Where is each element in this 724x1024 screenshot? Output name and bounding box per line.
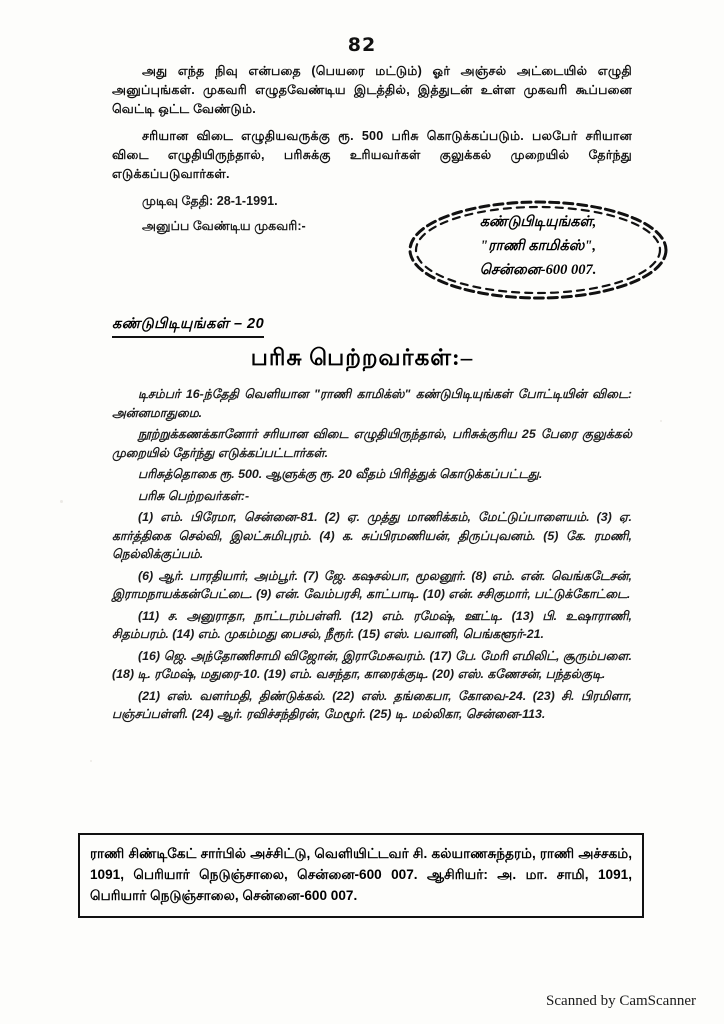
colophon-text: ராணி சிண்டிகேட் சார்பில் அச்சிட்டு, வெளியிட்டவர் சி. கல்யாணசுந்தரம், ராணி அச்சகம், 1091, பெரியார் நெடுஞ்சாலை, சென்னை-600 007. ஆசிரியர்: அ. மா. சாமி, 1091, பெரியார் நெடுஞ்சாலை, சென்னை-600 007. (90, 846, 632, 903)
prize-amount-paragraph: பரிசுத்தொகை ரூ. 500. ஆளுக்கு ரூ. 20 வீதம் பிரித்துக் கொடுக்கப்பட்டது. (138, 467, 543, 481)
contest-heading: கண்டுபிடியுங்கள் – 20 (112, 316, 264, 338)
winners-list-line: (6) ஆர். பாரதியார், அம்பூர். (7) ஜே. கஷசல்பா, மூலனூர். (8) எம். என். வெங்கடேசன், இராமநாயக்கன்பேட்டை. (9) என். வேம்பரசி, காட்பாடி. (10) என். சசிகுமார், பட்டுக்கோட்டை. (112, 568, 632, 601)
winners-list-line: (16) ஜெ. அந்தோணிசாமி விஜோன், இராமேசுவரம். (17) பே. மேரி எமிலிட், சூரும்பளை. (18) டி. ரமேஷ், மதுரை-10. (19) எம். வசந்தா, காரைக்குடி. (20) எஸ். கணேசன், பந்தல்குடி. (112, 648, 632, 681)
paragraph-2: சரியான விடை எழுதியவருக்கு ரூ. 500 பரிசு கொடுக்கப்படும். பலபேர் சரியான விடை எழுதியிருந்தால், பரிசுக்கு உரியவர்கள் குலுக்கல் முறையில் தேர்ந்து எடுக்கப்படுவார்கள். (112, 129, 632, 181)
winners-list-line: (1) எம். பிரேமா, சென்னை-81. (2) ஏ. முத்து மாணிக்கம், மேட்டுப்பாளையம். (3) ஏ. கார்த்திகை செல்வி, இலட்சுமிபுரம். (4) க. சுப்பிரமணியன், திருப்புவனம். (5) கே. ரமணி, நெல்லிக்குப்பம். (112, 510, 632, 561)
stamp-line-2: "ராணி காமிக்ஸ்", (480, 238, 596, 254)
stamp-line-1: கண்டுபிடியுங்கள், (479, 214, 597, 230)
winners-label: பரிசு பெற்றவர்கள்:- (138, 488, 250, 503)
paragraph-1: அது எந்த நிவு என்பதை (பெயரை மட்டும்) ஓர் அஞ்சல் அட்டையில் எழுதி அனுப்புங்கள். முகவரி எழுதவேண்டிய இடத்தில், இத்துடன் உள்ள முகவரி கூப்பனை வெட்டி ஒட்ட வேண்டும். (112, 64, 632, 116)
scan-speckle (660, 420, 662, 422)
winners-title: பரிசு பெற்றவர்கள்:– (250, 345, 474, 370)
stamp-line-3: சென்னை-600 007. (479, 262, 597, 278)
winners-list-line: (21) எஸ். வளர்மதி, திண்டுக்கல். (22) எஸ். தங்கைபா, கோவை-24. (23) சி. பிரமிளா, பஞ்சப்பள்ளி. (24) ஆர். ரவிச்சந்திரன், மேழூர். (25) டி. மல்லிகா, சென்னை-113. (112, 688, 632, 721)
address-line: அனுப்ப வேண்டிய முகவரி:- (142, 219, 306, 233)
intro-paragraph-2: நூற்றுக்கணக்கானோர் சரியான விடை எழுதியிருந்தால், பரிசுக்குரிய 25 பேரை குலுக்கல் முறையில் தேர்ந்து எடுக்கப்பட்டார்கள். (112, 427, 632, 460)
publisher-colophon-box (78, 833, 644, 918)
address-coupon-stamp (404, 196, 672, 304)
scan-speckle (60, 500, 63, 503)
deadline-line: முடிவு தேதி: 28-1-1991. (142, 194, 278, 208)
stamp-text (404, 210, 672, 282)
intro-paragraph-1: டிசம்பர் 16-ந்தேதி வெளியான "ராணி காமிக்ஸ்" கண்டுபிடியுங்கள் போட்டியின் விடை: அன்னமாதுமை. (112, 387, 632, 420)
page-number: 82 (347, 34, 377, 56)
results-body (112, 385, 632, 727)
winners-list-line: (11) ச. அனுராதா, நாட்டரம்பள்ளி. (12) எம். ரமேஷ், ஊட்டி. (13) பி. உஷாராணி, சிதம்பரம். (14) எம். முகம்மது பைசல், நீரூர். (15) எஸ். பவானி, பெங்களூர்-21. (112, 608, 632, 641)
scan-speckle (90, 760, 92, 762)
scanned-by-watermark: Scanned by CamScanner (546, 993, 696, 1009)
